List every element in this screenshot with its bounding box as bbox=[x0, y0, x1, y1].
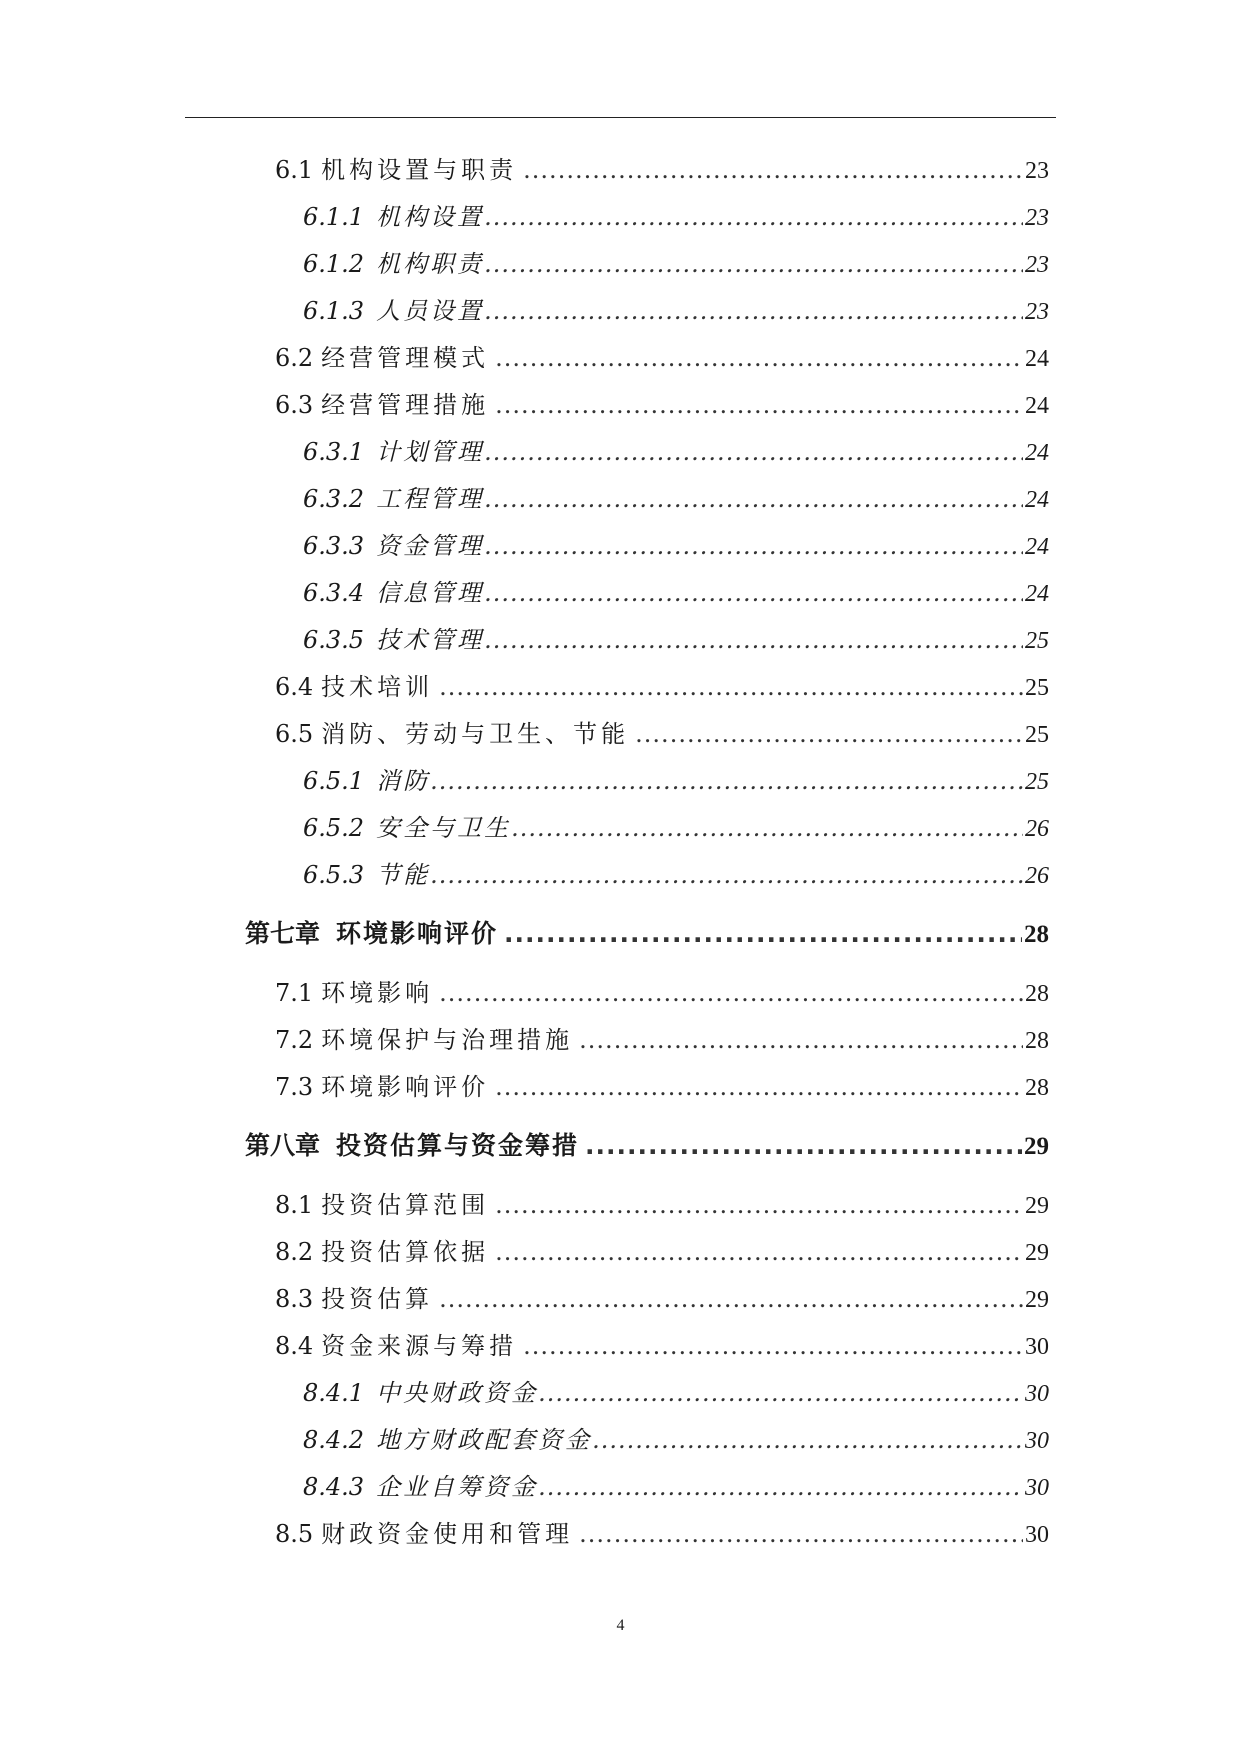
toc-entry-7-1[interactable] bbox=[275, 978, 1049, 1009]
leader-dots bbox=[511, 813, 1023, 843]
toc-entry-page: 30 bbox=[1025, 1475, 1049, 1501]
toc-entry-6-5[interactable] bbox=[275, 719, 1049, 750]
toc-entry-page: 25 bbox=[1025, 769, 1049, 795]
leader-dots bbox=[495, 1237, 1023, 1267]
toc-entry-title: 环境影响评价 bbox=[321, 1073, 490, 1101]
toc-entry-title: 技术管理 bbox=[376, 626, 485, 654]
leader-dots bbox=[484, 296, 1023, 326]
toc-entry-title: 投资估算依据 bbox=[321, 1238, 490, 1266]
toc-entry-title: 经营管理措施 bbox=[321, 391, 490, 419]
toc-entry-page: 28 bbox=[1025, 1075, 1049, 1101]
toc-chapter-8[interactable] bbox=[245, 1131, 1049, 1162]
toc-entry-page: 28 bbox=[1025, 981, 1049, 1007]
toc-entry-number: 8.1 bbox=[275, 1191, 314, 1219]
toc-entry-page: 29 bbox=[1025, 1287, 1049, 1313]
toc-entry-page: 23 bbox=[1025, 205, 1049, 231]
toc-chapter-7[interactable] bbox=[245, 919, 1049, 950]
toc-entry-page: 26 bbox=[1025, 863, 1049, 889]
toc-entry-8-5[interactable] bbox=[275, 1519, 1049, 1550]
toc-entry-number: 6.3.5 bbox=[303, 626, 365, 654]
toc-entry-number: 8.3 bbox=[275, 1285, 314, 1313]
toc-entry-title: 工程管理 bbox=[376, 485, 485, 513]
toc-entry-number: 6.5.2 bbox=[303, 814, 365, 842]
toc-entry-6-3-5[interactable] bbox=[303, 625, 1049, 656]
toc-entry-page: 25 bbox=[1025, 675, 1049, 701]
toc-entry-6-3-2[interactable] bbox=[303, 484, 1049, 515]
toc-entry-6-1-1[interactable] bbox=[303, 202, 1049, 233]
toc-entry-title: 机构设置与职责 bbox=[321, 156, 518, 184]
toc-entry-number: 6.1.1 bbox=[303, 203, 365, 231]
leader-dots bbox=[484, 578, 1023, 608]
toc-entry-title: 资金管理 bbox=[376, 532, 485, 560]
leader-dots bbox=[504, 919, 1022, 949]
toc-entry-title: 信息管理 bbox=[376, 579, 485, 607]
toc-entry-6-3-1[interactable] bbox=[303, 437, 1049, 468]
toc-entry-6-3-3[interactable] bbox=[303, 531, 1049, 562]
leader-dots bbox=[439, 1284, 1023, 1314]
toc-entry-number: 6.3.1 bbox=[303, 438, 365, 466]
leader-dots bbox=[484, 249, 1023, 279]
toc-entry-page: 29 bbox=[1025, 1193, 1049, 1219]
toc-entry-number: 6.1 bbox=[275, 156, 314, 184]
leader-dots bbox=[484, 531, 1023, 561]
toc-chapter-title: 环境影响评价 bbox=[336, 919, 499, 948]
toc-entry-title: 安全与卫生 bbox=[376, 814, 512, 842]
toc-entry-page: 24 bbox=[1025, 440, 1049, 466]
toc-entry-title: 财政资金使用和管理 bbox=[321, 1520, 574, 1548]
toc-entry-8-4-3[interactable] bbox=[303, 1472, 1049, 1503]
leader-dots bbox=[635, 719, 1023, 749]
toc-entry-number: 6.2 bbox=[275, 344, 314, 372]
toc-entry-title: 企业自筹资金 bbox=[376, 1473, 539, 1501]
leader-dots bbox=[585, 1131, 1022, 1161]
toc-entry-title: 经营管理模式 bbox=[321, 344, 490, 372]
toc-entry-page: 30 bbox=[1025, 1428, 1049, 1454]
toc-chapter-title: 投资估算与资金筹措 bbox=[336, 1131, 580, 1160]
toc-entry-number: 6.3.2 bbox=[303, 485, 365, 513]
toc-entry-number: 6.3.4 bbox=[303, 579, 365, 607]
leader-dots bbox=[484, 625, 1023, 655]
toc-entry-title: 节能 bbox=[376, 861, 431, 889]
toc-entry-6-2[interactable] bbox=[275, 343, 1049, 374]
toc-entry-page: 24 bbox=[1025, 487, 1049, 513]
toc-entry-title: 环境保护与治理措施 bbox=[321, 1026, 574, 1054]
toc-entry-title: 计划管理 bbox=[376, 438, 485, 466]
toc-entry-title: 环境影响 bbox=[321, 979, 434, 1007]
toc-entry-number: 7.1 bbox=[275, 979, 314, 1007]
leader-dots bbox=[538, 1472, 1023, 1502]
toc-entry-page: 29 bbox=[1025, 1240, 1049, 1266]
toc-entry-8-3[interactable] bbox=[275, 1284, 1049, 1315]
toc-entry-page: 30 bbox=[1025, 1522, 1049, 1548]
leader-dots bbox=[495, 343, 1023, 373]
toc-entry-page: 23 bbox=[1025, 299, 1049, 325]
leader-dots bbox=[523, 1331, 1023, 1361]
page-number: 4 bbox=[616, 1617, 625, 1634]
leader-dots bbox=[484, 437, 1023, 467]
toc-entry-title: 地方财政配套资金 bbox=[376, 1426, 593, 1454]
leader-dots bbox=[439, 672, 1023, 702]
toc-entry-title: 中央财政资金 bbox=[376, 1379, 539, 1407]
toc-entry-8-1[interactable] bbox=[275, 1190, 1049, 1221]
toc-entry-number: 8.4.2 bbox=[303, 1426, 365, 1454]
toc-entry-8-4-1[interactable] bbox=[303, 1378, 1049, 1409]
leader-dots bbox=[439, 978, 1023, 1008]
toc-entry-title: 资金来源与筹措 bbox=[321, 1332, 518, 1360]
leader-dots bbox=[538, 1378, 1023, 1408]
toc-entry-number: 6.5.3 bbox=[303, 861, 365, 889]
toc-entry-7-3[interactable] bbox=[275, 1072, 1049, 1103]
leader-dots bbox=[592, 1425, 1023, 1455]
toc-entry-page: 25 bbox=[1025, 628, 1049, 654]
toc-entry-page: 24 bbox=[1025, 346, 1049, 372]
toc-entry-title: 机构职责 bbox=[376, 250, 485, 278]
leader-dots bbox=[579, 1025, 1023, 1055]
toc-entry-number: 6.3.3 bbox=[303, 532, 365, 560]
toc-entry-title: 机构设置 bbox=[376, 203, 485, 231]
toc-entry-number: 8.4.1 bbox=[303, 1379, 365, 1407]
toc-entry-6-3-4[interactable] bbox=[303, 578, 1049, 609]
leader-dots bbox=[430, 860, 1023, 890]
toc-entry-6-1[interactable] bbox=[275, 155, 1049, 186]
toc-entry-title: 技术培训 bbox=[321, 673, 434, 701]
toc-entry-page: 23 bbox=[1025, 252, 1049, 278]
toc-chapter-page: 28 bbox=[1024, 921, 1049, 948]
leader-dots bbox=[484, 202, 1023, 232]
leader-dots bbox=[430, 766, 1023, 796]
toc-entry-number: 8.4.3 bbox=[303, 1473, 365, 1501]
toc-entry-page: 24 bbox=[1025, 581, 1049, 607]
toc-entry-page: 26 bbox=[1025, 816, 1049, 842]
toc-chapter-number: 第八章 bbox=[245, 1131, 321, 1160]
toc-entry-number: 6.1.2 bbox=[303, 250, 365, 278]
toc-entry-page: 24 bbox=[1025, 393, 1049, 419]
toc-chapter-number: 第七章 bbox=[245, 919, 321, 948]
leader-dots bbox=[495, 1072, 1023, 1102]
leader-dots bbox=[484, 484, 1023, 514]
toc-entry-6-1-3[interactable] bbox=[303, 296, 1049, 327]
leader-dots bbox=[523, 155, 1023, 185]
toc-entry-page: 23 bbox=[1025, 158, 1049, 184]
toc-entry-title: 消防 bbox=[376, 767, 431, 795]
toc-entry-number: 6.1.3 bbox=[303, 297, 365, 325]
toc-entry-6-3[interactable] bbox=[275, 390, 1049, 421]
toc-entry-number: 6.5 bbox=[275, 720, 314, 748]
toc-entry-title: 消防、劳动与卫生、节能 bbox=[321, 720, 630, 748]
toc-entry-number: 6.5.1 bbox=[303, 767, 365, 795]
toc-entry-number: 8.2 bbox=[275, 1238, 314, 1266]
toc-entry-7-2[interactable] bbox=[275, 1025, 1049, 1056]
toc-entry-6-4[interactable] bbox=[275, 672, 1049, 703]
toc-entry-title: 投资估算范围 bbox=[321, 1191, 490, 1219]
toc-entry-page: 30 bbox=[1025, 1334, 1049, 1360]
toc-entry-8-2[interactable] bbox=[275, 1237, 1049, 1268]
toc-entry-page: 30 bbox=[1025, 1381, 1049, 1407]
toc-entry-number: 7.3 bbox=[275, 1073, 314, 1101]
toc-entry-title: 投资估算 bbox=[321, 1285, 434, 1313]
toc-entry-number: 8.4 bbox=[275, 1332, 314, 1360]
toc-entry-title: 人员设置 bbox=[376, 297, 485, 325]
toc-entry-number: 7.2 bbox=[275, 1026, 314, 1054]
leader-dots bbox=[579, 1519, 1023, 1549]
toc-entry-8-4-2[interactable] bbox=[303, 1425, 1049, 1456]
toc-entry-page: 28 bbox=[1025, 1028, 1049, 1054]
leader-dots bbox=[495, 390, 1023, 420]
toc-entry-6-5-1[interactable] bbox=[303, 766, 1049, 797]
toc-chapter-page: 29 bbox=[1024, 1133, 1049, 1160]
toc-entry-8-4[interactable] bbox=[275, 1331, 1049, 1362]
toc-entry-6-5-2[interactable] bbox=[303, 813, 1049, 844]
leader-dots bbox=[495, 1190, 1023, 1220]
toc-entry-6-5-3[interactable] bbox=[303, 860, 1049, 891]
toc-entry-number: 6.4 bbox=[275, 673, 314, 701]
toc-entry-6-1-2[interactable] bbox=[303, 249, 1049, 280]
toc-entry-number: 6.3 bbox=[275, 391, 314, 419]
toc-entry-page: 25 bbox=[1025, 722, 1049, 748]
toc-entry-page: 24 bbox=[1025, 534, 1049, 560]
toc-entry-number: 8.5 bbox=[275, 1520, 314, 1548]
